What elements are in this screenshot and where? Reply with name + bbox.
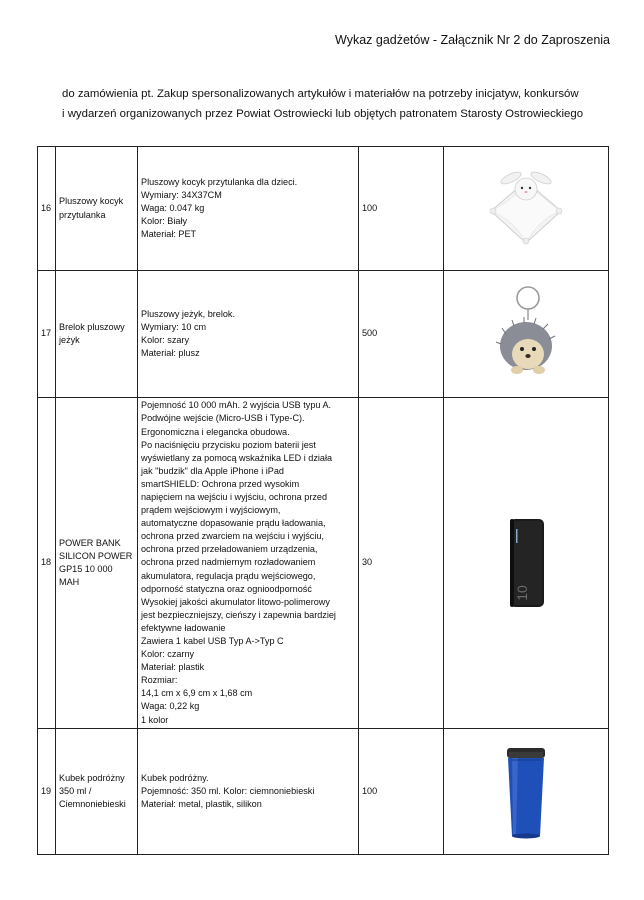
power-bank-label: 10: [514, 585, 530, 601]
intro-line-1: do zamówienia pt. Zakup spersonalizowanych artykułów i materiałów na potrzeby inicjatyw, konkursów: [62, 88, 579, 100]
item-number: 18: [38, 398, 56, 729]
item-image-cell: [444, 729, 609, 855]
item-quantity: 500: [359, 271, 444, 398]
item-description: Pluszowy kocyk przytulanka dla dzieci. Wymiary: 34X37CM Waga: 0.047 kg Kolor: Biały Materiał: PET: [138, 147, 359, 271]
item-image-cell: [444, 271, 609, 398]
travel-mug-icon: [491, 742, 561, 842]
item-quantity: 30: [359, 398, 444, 729]
item-description: Pojemność 10 000 mAh. 2 wyjścia USB typu A. Podwójne wejście (Micro-USB i Type-C). Ergonomiczna i elegancka obudowa. Po naciśnięciu przycisku poziom baterii jest wyświetlany za pomocą wskaźnika LED i działa jak "budzik" dla Apple iPhone i iPad smartSHIELD: Ochrona przed wysokim napięciem na wejściu i wyjściu, ochrona przed prądem wejściowym i wyjściowym, automatyczne dopasowanie prądu ładowania, ochrona przed zwarciem na wejściu i wyjściu, ochrona przed przeładowaniem urządzenia, ochrona przed nadmiernym rozładowaniem akumulatora, regulacja prądu wejściowego, odporność statyczna oraz ognioodporność Wysokiej jakości akumulator litowo-polimerowy jest bezpieczniejszy, cieńszy i zapewnia bardziej efektywne ładowanie Zawiera 1 kabel USB Typ A->Typ C Kolor: czarny Materiał: plastik Rozmiar: 14,1 cm x 6,9 cm x 1,68 cm Waga: 0,22 kg 1 kolor: [138, 398, 359, 729]
gadget-table: [37, 146, 609, 855]
item-image-cell: [444, 147, 609, 271]
item-description: Pluszowy jeżyk, brelok. Wymiary: 10 cm Kolor: szary Materiał: plusz: [138, 271, 359, 398]
intro-text: [62, 84, 622, 124]
page-header-title: Wykaz gadżetów - Załącznik Nr 2 do Zaproszenia: [335, 33, 610, 47]
hedgehog-keychain-icon: [486, 284, 566, 384]
plush-bunny-blanket-icon: [481, 169, 571, 249]
table-row: [38, 398, 609, 729]
item-number: 17: [38, 271, 56, 398]
item-description: Kubek podróżny. Pojemność: 350 ml. Kolor: ciemnoniebieski Materiał: metal, plastik, silikon: [138, 729, 359, 855]
item-quantity: 100: [359, 729, 444, 855]
item-name: Kubek podróżny 350 ml / Ciemnoniebieski: [56, 729, 138, 855]
table-row: [38, 271, 609, 398]
intro-line-2: i wydarzeń organizowanych przez Powiat Ostrowiecki lub objętych patronatem Starosty Ostrowieckiego: [62, 108, 584, 120]
item-number: 19: [38, 729, 56, 855]
item-image-cell: [444, 398, 609, 729]
power-bank-icon: [496, 513, 556, 613]
item-number: 16: [38, 147, 56, 271]
table-row: [38, 729, 609, 855]
table-row: [38, 147, 609, 271]
item-quantity: 100: [359, 147, 444, 271]
item-name: POWER BANK SILICON POWER GP15 10 000 MAH: [56, 398, 138, 729]
item-name: Pluszowy kocyk przytulanka: [56, 147, 138, 271]
item-name: Brelok pluszowy jeżyk: [56, 271, 138, 398]
